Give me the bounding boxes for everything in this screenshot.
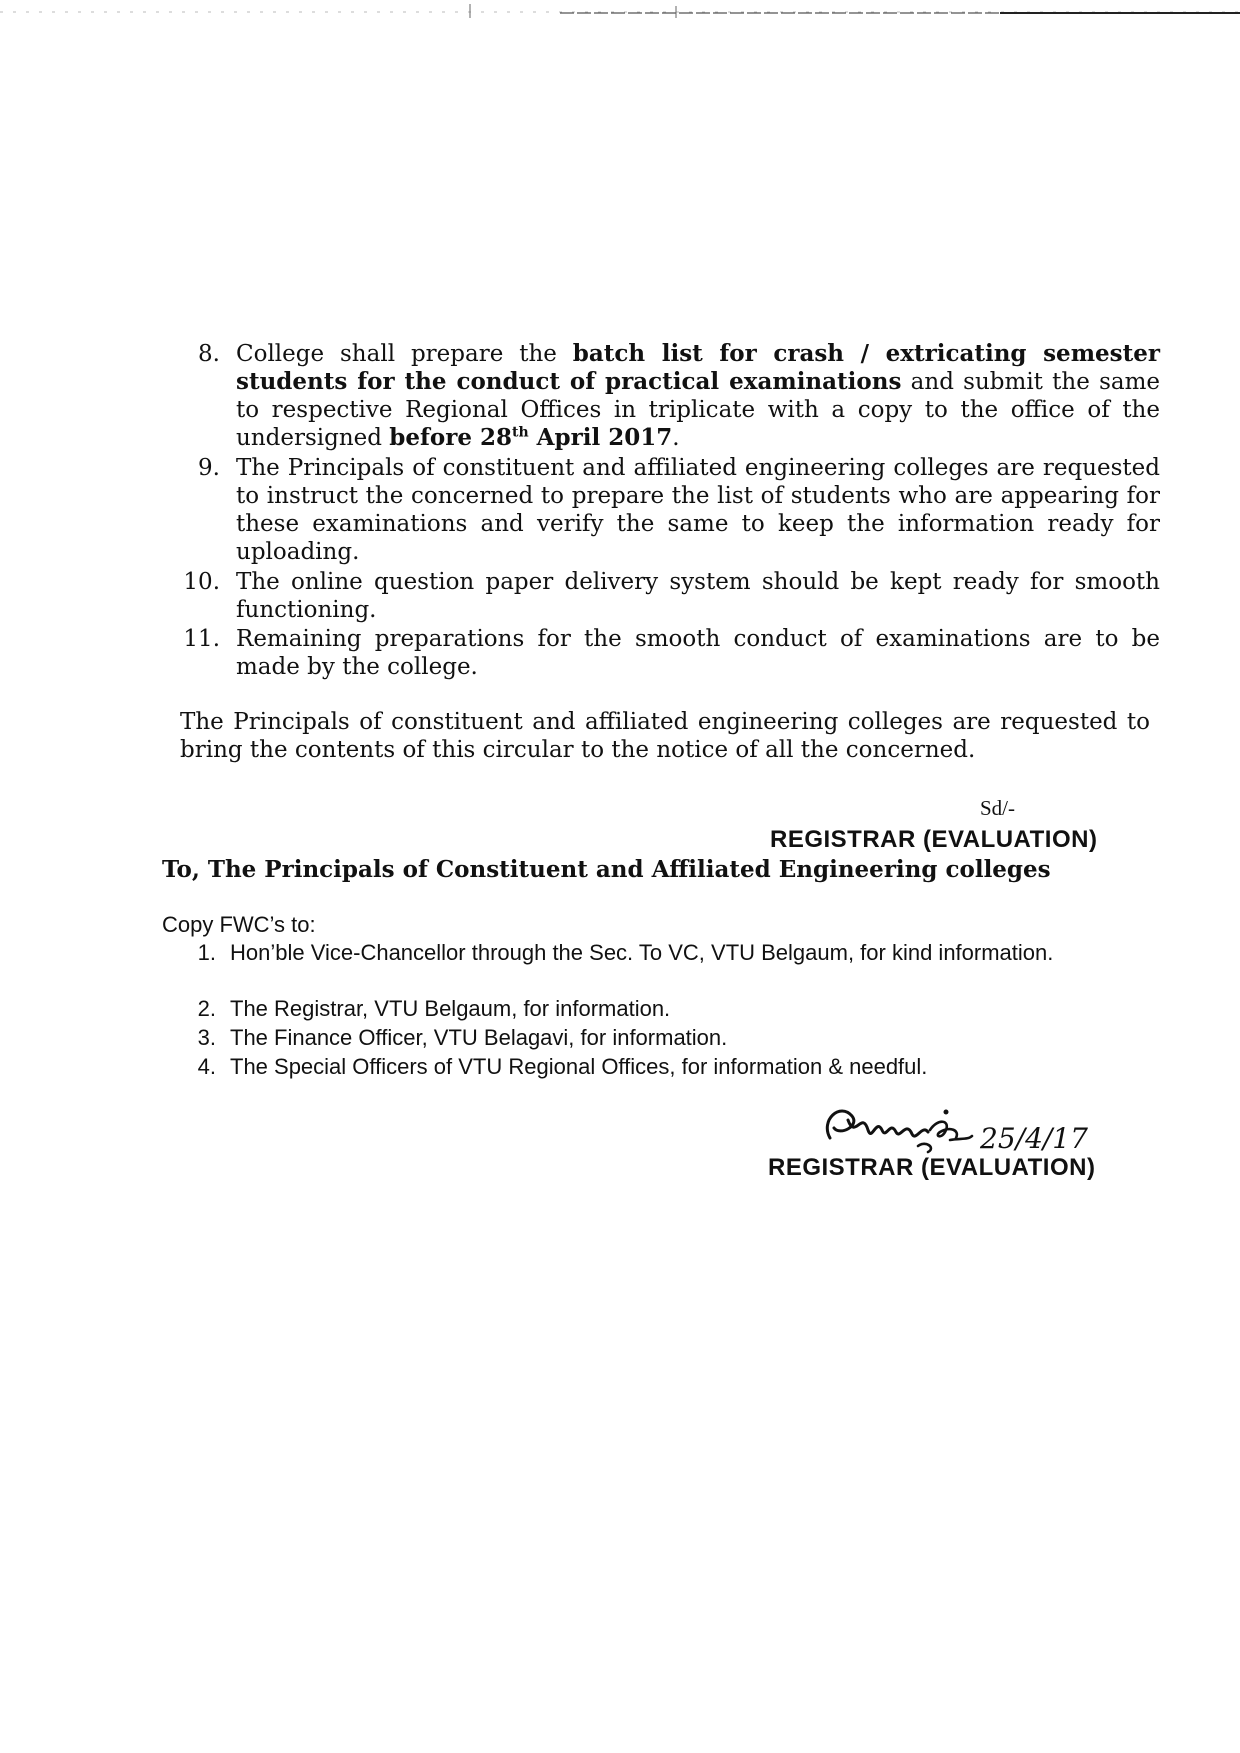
- copy-item-text: The Special Officers of VTU Regional Offices, for information & needful.: [230, 1054, 928, 1079]
- registrar-title-signed: REGISTRAR (EVALUATION): [768, 1154, 1096, 1181]
- list-item-number: 11.: [183, 626, 220, 652]
- list-item-number: 10.: [183, 569, 220, 595]
- copy-heading: Copy FWC’s to:: [162, 912, 316, 937]
- copy-item-number: 4.: [197, 1054, 216, 1079]
- copy-item-text: The Registrar, VTU Belgaum, for information.: [230, 996, 671, 1021]
- text-run: and submit the same to respective Regional Offices in triplicate with a copy to the office of the undersigned: [236, 369, 1160, 451]
- copy-item-number: 2.: [197, 996, 216, 1021]
- bold-text-run: batch list for crash / extricating semester students for the conduct of practical examinations: [236, 340, 1160, 395]
- text-run: College shall prepare the: [236, 341, 573, 367]
- copy-item-text: Hon’ble Vice-Chancellor through the Sec. To VC, VTU Belgaum, for kind information.: [230, 940, 1054, 965]
- copy-item-number: 3.: [197, 1025, 216, 1050]
- list-item-text: [236, 454, 1160, 566]
- signature-date: 25/4/17: [980, 1122, 1088, 1155]
- bold-text-run: April 2017: [528, 424, 673, 451]
- list-item-text: [236, 568, 1160, 624]
- addressee-line: To, The Principals of Constituent and Affiliated Engineering colleges: [162, 856, 1051, 883]
- bold-text-run: before 28: [389, 424, 513, 451]
- text-run: The Principals of constituent and affiliated engineering colleges are requested to instruct the concerned to prepare the list of students who are appearing for these examinations and verify the same to keep the information ready for uploading.: [236, 455, 1160, 565]
- text-run: .: [672, 425, 680, 451]
- copy-item-text: The Finance Officer, VTU Belagavi, for information.: [230, 1025, 728, 1050]
- closing-paragraph: The Principals of constituent and affiliated engineering colleges are requested to bring the contents of this circular to the notice of all the concerned.: [180, 709, 1150, 763]
- list-item-text: [236, 340, 1160, 452]
- bold-text-run: th: [512, 424, 529, 441]
- list-item-text: [236, 625, 1160, 681]
- scan-top-edge-rule: [0, 0, 1240, 20]
- copy-item-number: 1.: [197, 940, 216, 965]
- text-run: The online question paper delivery system should be kept ready for smooth functioning.: [236, 569, 1160, 623]
- list-item-number: 8.: [198, 341, 220, 367]
- text-run: Remaining preparations for the smooth conduct of examinations are to be made by the college.: [236, 626, 1160, 680]
- registrar-title: REGISTRAR (EVALUATION): [770, 826, 1098, 853]
- sd-mark: Sd/-: [980, 796, 1016, 820]
- list-item-number: 9.: [198, 455, 220, 481]
